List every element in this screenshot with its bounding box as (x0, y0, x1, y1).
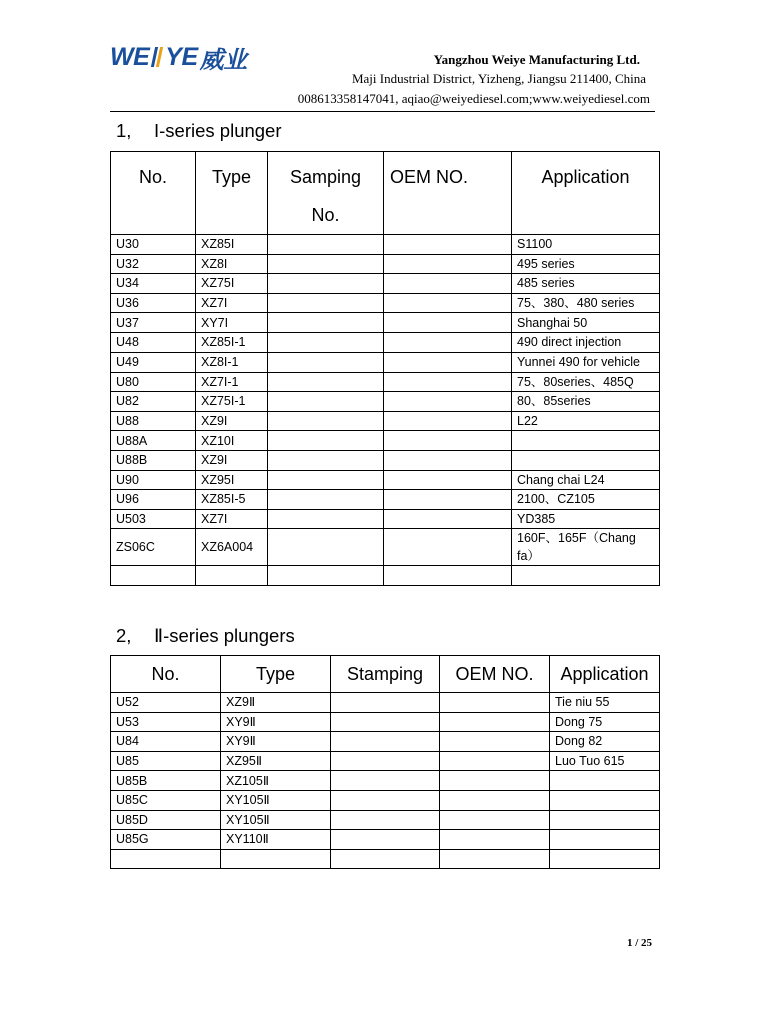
cell-no: U37 (111, 313, 196, 333)
table-header-row (111, 152, 660, 235)
section-1-title (116, 120, 282, 142)
cell-oem (440, 849, 550, 869)
cell-stamping (331, 712, 440, 732)
cell-application: L22 (512, 411, 660, 431)
roman-numeral: Ⅱ (262, 773, 269, 788)
company-address: Maji Industrial District, Yizheng, Jiangsu 211400, China (351, 71, 646, 86)
cell-no: ZS06C (111, 529, 196, 566)
cell-oem (384, 293, 512, 313)
col-header-oem: OEM NO. (384, 152, 512, 235)
cell-type: XY110Ⅱ (221, 830, 331, 850)
cell-application: Tie niu 55 (550, 693, 660, 713)
cell-type: XY105Ⅱ (221, 790, 331, 810)
table-row (111, 712, 660, 732)
cell-oem (440, 810, 550, 830)
cell-type: XZ9I (196, 450, 268, 470)
cell-stamping (268, 352, 384, 372)
cell-application: Dong 82 (550, 732, 660, 752)
header-divider (110, 111, 655, 112)
cell-no: U32 (111, 254, 196, 274)
table-row (111, 332, 660, 352)
table-row (111, 470, 660, 490)
company-name: Yangzhou Weiye Manufacturing Ltd. (433, 52, 640, 67)
cell-oem (440, 693, 550, 713)
col-header-samping: Samping No. (268, 152, 384, 235)
cell-application: 495 series (512, 254, 660, 274)
cell-oem (440, 771, 550, 791)
cell-stamping (268, 332, 384, 352)
cell-oem (384, 274, 512, 294)
cell-application (550, 849, 660, 869)
roman-numeral: Ⅱ (249, 714, 256, 729)
cell-application: 80、85series (512, 392, 660, 412)
cell-type: XZ85I-1 (196, 332, 268, 352)
col-header-application: Application (550, 656, 660, 693)
cell-no: U88B (111, 450, 196, 470)
page-number: 1 / 25 (626, 937, 652, 949)
cell-no: U88 (111, 411, 196, 431)
cell-stamping (268, 235, 384, 255)
cell-no: U88A (111, 431, 196, 451)
table-row (111, 313, 660, 333)
cell-no: U48 (111, 332, 196, 352)
cell-application (550, 830, 660, 850)
table-row (111, 392, 660, 412)
cell-oem (384, 392, 512, 412)
cell-no: U52 (111, 693, 221, 713)
cell-oem (384, 431, 512, 451)
cell-oem (384, 470, 512, 490)
cell-stamping (268, 411, 384, 431)
cell-application: YD385 (512, 509, 660, 529)
col-header-stamping: Stamping (331, 656, 440, 693)
cell-type: XZ95I (196, 470, 268, 490)
cell-type: XY7I (196, 313, 268, 333)
cell-no: U96 (111, 490, 196, 510)
cell-stamping (331, 790, 440, 810)
table-row (111, 509, 660, 529)
cell-oem (384, 509, 512, 529)
col-header-oem: OEM NO. (440, 656, 550, 693)
table-row (111, 352, 660, 372)
section-1-title-text: I-series plunger (154, 120, 282, 141)
cell-application (512, 431, 660, 451)
cell-stamping (268, 431, 384, 451)
cell-type: XZ7I-1 (196, 372, 268, 392)
cell-type: XZ9Ⅱ (221, 693, 331, 713)
logo-text-ye: YE (165, 42, 198, 71)
company-logo (110, 42, 247, 74)
cell-oem (440, 732, 550, 752)
cell-oem (384, 313, 512, 333)
cell-type: XZ7I (196, 509, 268, 529)
cell-application (550, 790, 660, 810)
table-row (111, 372, 660, 392)
cell-stamping (268, 490, 384, 510)
table-row (111, 771, 660, 791)
roman-numeral: Ⅱ (263, 812, 270, 827)
cell-stamping (268, 470, 384, 490)
cell-oem (440, 712, 550, 732)
cell-application: Yunnei 490 for vehicle (512, 352, 660, 372)
table-row (111, 274, 660, 294)
cell-no: U85 (111, 751, 221, 771)
cell-no: U90 (111, 470, 196, 490)
cell-application (512, 450, 660, 470)
table-row (111, 254, 660, 274)
section-2-roman: Ⅱ (154, 627, 164, 647)
cell-no: U80 (111, 372, 196, 392)
section-2-number: 2, (116, 625, 132, 646)
table-row (111, 293, 660, 313)
cell-stamping (268, 392, 384, 412)
cell-oem (384, 529, 512, 566)
i-series-table (110, 151, 660, 586)
cell-no: U85D (111, 810, 221, 830)
col-header-type: Type (196, 152, 268, 235)
cell-oem (440, 751, 550, 771)
cell-application: Chang chai L24 (512, 470, 660, 490)
cell-application: 2100、CZ105 (512, 490, 660, 510)
cell-type: XZ8I (196, 254, 268, 274)
cell-type: XZ85I (196, 235, 268, 255)
ii-series-table (110, 655, 660, 869)
cell-no: U30 (111, 235, 196, 255)
cell-application: 485 series (512, 274, 660, 294)
cell-stamping (268, 450, 384, 470)
section-2-title-text: -series plungers (163, 625, 295, 646)
table-row (111, 810, 660, 830)
cell-no: U84 (111, 732, 221, 752)
cell-application (550, 771, 660, 791)
table-row (111, 849, 660, 869)
cell-type: XZ10I (196, 431, 268, 451)
cell-type: XZ85I-5 (196, 490, 268, 510)
cell-application (550, 810, 660, 830)
cell-application: 490 direct injection (512, 332, 660, 352)
cell-type: XZ105Ⅱ (221, 771, 331, 791)
table-row (111, 751, 660, 771)
cell-stamping (331, 732, 440, 752)
cell-application: 75、380、480 series (512, 293, 660, 313)
cell-oem (384, 352, 512, 372)
cell-no (111, 566, 196, 586)
cell-oem (384, 566, 512, 586)
cell-type: XZ7I (196, 293, 268, 313)
cell-application: Dong 75 (550, 712, 660, 732)
cell-no (111, 849, 221, 869)
cell-oem (384, 332, 512, 352)
cell-type: XY9Ⅱ (221, 712, 331, 732)
logo-text-chinese: 威业 (199, 46, 247, 74)
cell-oem (384, 372, 512, 392)
cell-oem (440, 790, 550, 810)
cell-application: Shanghai 50 (512, 313, 660, 333)
cell-no: U34 (111, 274, 196, 294)
logo-text-we: WE (110, 42, 150, 71)
table-row (111, 693, 660, 713)
roman-numeral: Ⅱ (248, 695, 256, 710)
cell-no: U82 (111, 392, 196, 412)
table-row (111, 566, 660, 586)
cell-stamping (268, 372, 384, 392)
table-row (111, 790, 660, 810)
cell-oem (440, 830, 550, 850)
roman-numeral: Ⅱ (262, 832, 269, 847)
cell-stamping (331, 810, 440, 830)
cell-application: S1100 (512, 235, 660, 255)
col-header-application: Application (512, 152, 660, 235)
roman-numeral: Ⅱ (249, 734, 256, 749)
cell-stamping (331, 849, 440, 869)
cell-oem (384, 235, 512, 255)
table-row (111, 235, 660, 255)
table-row (111, 431, 660, 451)
table-row (111, 529, 660, 566)
cell-type: XZ75I-1 (196, 392, 268, 412)
cell-type: XY105Ⅱ (221, 810, 331, 830)
roman-numeral: Ⅱ (255, 754, 263, 769)
cell-stamping (331, 693, 440, 713)
cell-type: XZ9I (196, 411, 268, 431)
cell-type: XZ6A004 (196, 529, 268, 566)
cell-type (221, 849, 331, 869)
cell-stamping (268, 274, 384, 294)
company-contact: 008613358147041, aqiao@weiyediesel.com;www.weiyediesel.com (297, 91, 650, 106)
cell-stamping (331, 751, 440, 771)
cell-no: U503 (111, 509, 196, 529)
cell-stamping (268, 509, 384, 529)
table-row (111, 411, 660, 431)
cell-type: XY9Ⅱ (221, 732, 331, 752)
table-row (111, 732, 660, 752)
cell-oem (384, 254, 512, 274)
col-header-no: No. (111, 152, 196, 235)
cell-stamping (268, 293, 384, 313)
cell-stamping (268, 566, 384, 586)
cell-type (196, 566, 268, 586)
cell-application: Luo Tuo 615 (550, 751, 660, 771)
table-row (111, 490, 660, 510)
logo-mark-icon (150, 46, 164, 68)
cell-type: XZ75I (196, 274, 268, 294)
table-header-row (111, 656, 660, 693)
cell-type: XZ8I-1 (196, 352, 268, 372)
cell-stamping (268, 254, 384, 274)
roman-numeral: Ⅱ (263, 793, 270, 808)
cell-stamping (331, 771, 440, 791)
cell-no: U85C (111, 790, 221, 810)
cell-stamping (331, 830, 440, 850)
cell-stamping (268, 529, 384, 566)
cell-stamping (268, 313, 384, 333)
cell-no: U85B (111, 771, 221, 791)
cell-no: U36 (111, 293, 196, 313)
col-header-no: No. (111, 656, 221, 693)
cell-no: U49 (111, 352, 196, 372)
cell-no: U85G (111, 830, 221, 850)
section-2-title (116, 625, 295, 648)
cell-oem (384, 490, 512, 510)
cell-oem (384, 411, 512, 431)
cell-application: 160F、165F（Chang fa） (512, 529, 660, 566)
col-header-type: Type (221, 656, 331, 693)
cell-application (512, 566, 660, 586)
cell-oem (384, 450, 512, 470)
cell-no: U53 (111, 712, 221, 732)
table-row (111, 830, 660, 850)
cell-application: 75、80series、485Q (512, 372, 660, 392)
section-1-number: 1, (116, 120, 132, 141)
cell-type: XZ95Ⅱ (221, 751, 331, 771)
table-row (111, 450, 660, 470)
